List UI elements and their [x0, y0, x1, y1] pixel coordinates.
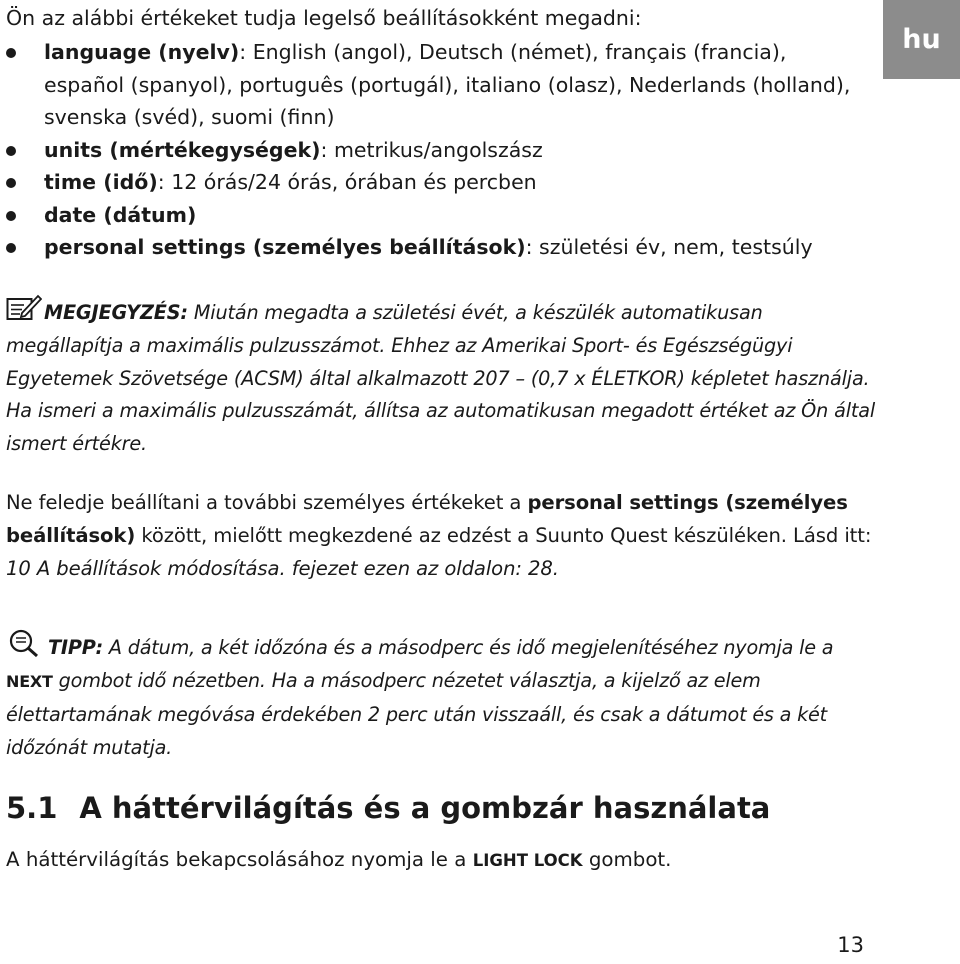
tip-text-2: gombot idő nézetben. Ha a másodperc nézetet választja, a kijelző az elem élettartamának megóvása érdekében 2 perc után visszaáll, és csak a dátumot és a két időzónát mutatja. [6, 669, 827, 759]
tip-block [6, 628, 876, 764]
cross-reference-link[interactable]: 10 A beállítások módosítása. fejezet ezen az oldalon: 28. [6, 556, 559, 580]
bullet-icon [6, 178, 16, 188]
note-text: Miután megadta a születési évét, a készülék automatikusan megállapítja a maximális pulzusszámot. Ehhez az Amerikai Sport- és Egészségügyi Egyetemek Szövetsége (ACSM) által alkalmazott 207 – (0,7 x ÉLETKOR) képletet használja. Ha ismeri a maximális pulzusszámát, állítsa az automatikusan megadott értéket az Ön által ismert értékre. [6, 301, 876, 456]
list-item-personal-settings [0, 231, 870, 264]
list-item-term: language (nyelv) [44, 40, 240, 64]
reminder-bold-term: personal settings (személyes beállítások) [6, 491, 848, 547]
language-tab: hu [883, 0, 960, 79]
bullet-icon [6, 48, 16, 58]
list-item-text: : English (angol), Deutsch (német), français (francia), español (spanyol), português (portugál), italiano (olasz), Nederlands (holland), svenska (svéd), suomi (finn) [44, 40, 851, 129]
list-item-term: time (idő) [44, 170, 158, 194]
reminder-text-before: Ne feledje beállítani a további személyes értékeket a [6, 491, 528, 514]
list-item-term: units (mértékegységek) [44, 137, 321, 162]
body-text-after: gombot. [582, 848, 672, 871]
list-item-language [0, 36, 870, 134]
bullet-icon [6, 243, 16, 253]
note-label: MEGJEGYZÉS: [44, 301, 188, 324]
list-item-text: : születési év, nem, testsúly [525, 235, 813, 259]
note-block [6, 293, 876, 461]
list-item-term: personal settings (személyes beállítások) [44, 235, 526, 259]
tip-text-1: A dátum, a két időzóna és a másodperc és idő megjelenítéséhez nyomja le a [103, 636, 834, 659]
list-item-units [0, 134, 870, 167]
next-button-label: NEXT [6, 672, 53, 691]
page-number: 13 [837, 933, 864, 957]
section-number: 5.1 [6, 791, 58, 825]
bullet-icon [6, 211, 16, 221]
tip-label: TIPP: [48, 636, 104, 659]
list-item-time [0, 166, 870, 199]
section-title: A háttérvilágítás és a gombzár használata [79, 791, 771, 825]
reminder-paragraph [6, 487, 886, 585]
list-item-text: : 12 órás/24 órás, órában és percben [157, 170, 537, 194]
list-item-date [0, 199, 870, 232]
bullet-icon [6, 146, 16, 156]
light-lock-button-label: LIGHT LOCK [472, 851, 583, 870]
list-item-text: : metrikus/angolszász [320, 137, 543, 162]
note-pencil-icon [6, 293, 42, 321]
settings-list [0, 36, 870, 264]
section-heading [6, 786, 770, 830]
section-body [6, 843, 671, 877]
list-item-term: date (dátum) [44, 202, 197, 227]
reminder-text-middle: között, mielőtt megkezdené az edzést a Suunto Quest készüléken. Lásd itt: [135, 523, 872, 547]
tip-magnifier-icon [6, 628, 46, 658]
intro-text: Ön az alábbi értékeket tudja legelső beállításokként megadni: [6, 6, 642, 30]
body-text-before: A háttérvilágítás bekapcsolásához nyomja le a [6, 848, 473, 871]
